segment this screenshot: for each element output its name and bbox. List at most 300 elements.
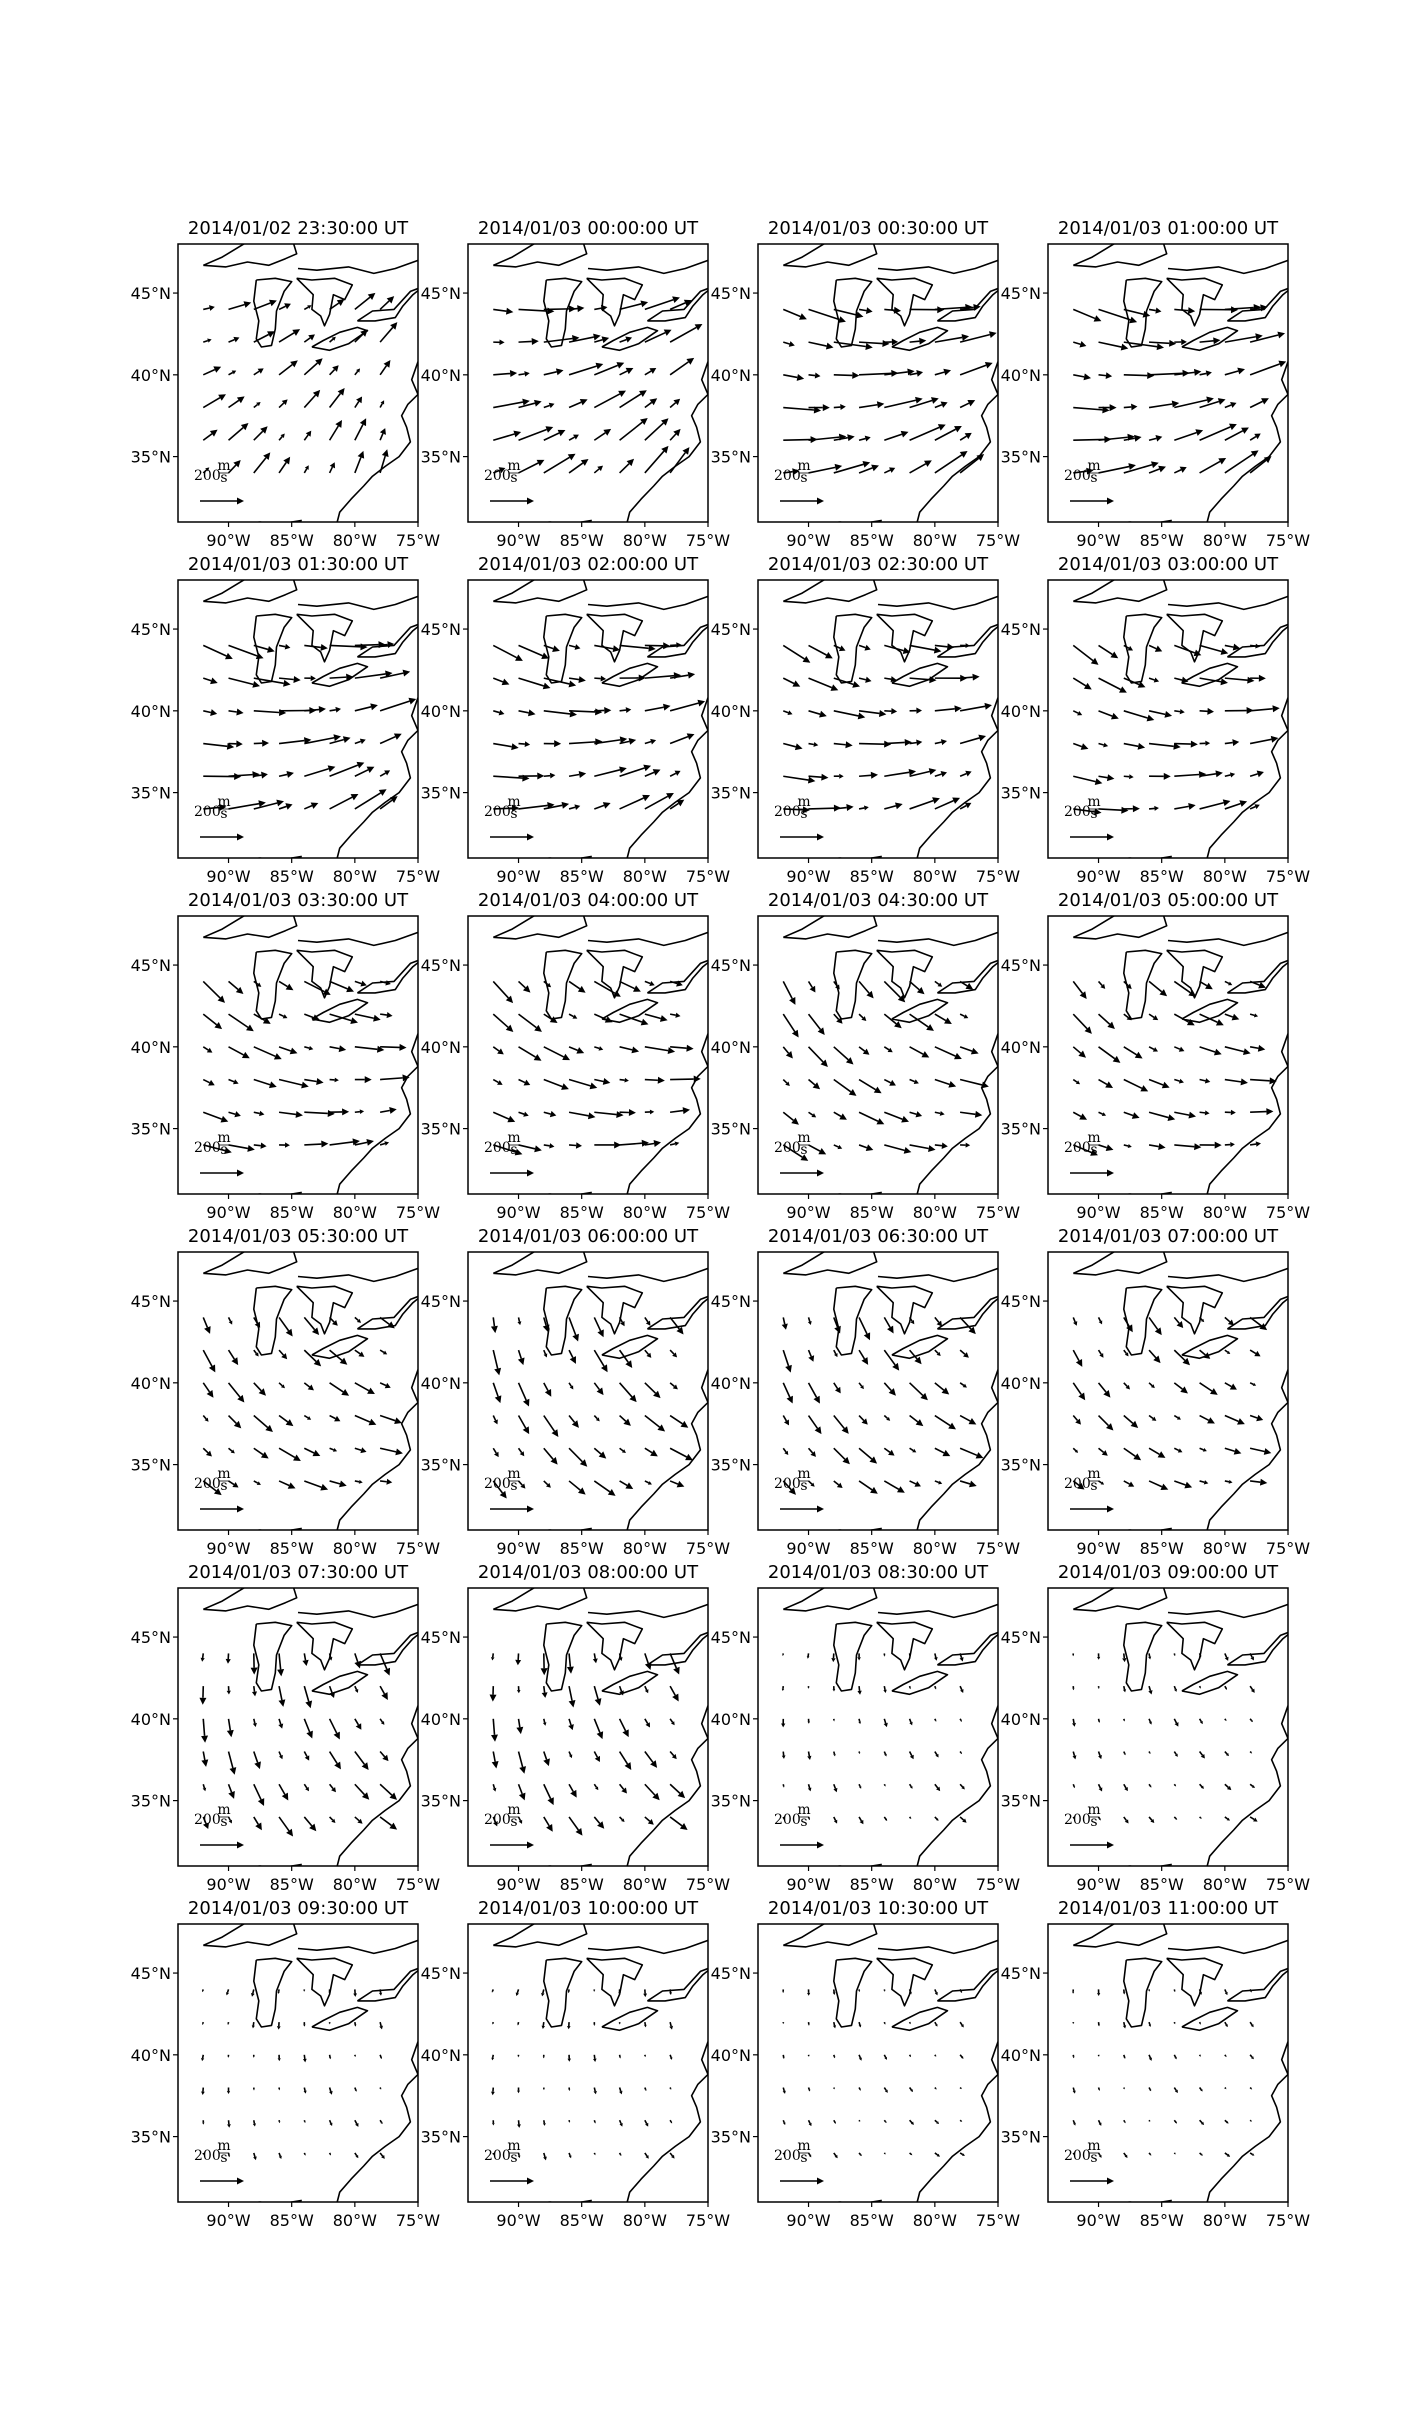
map-panel [131,1898,441,2230]
wind-vector [1225,707,1254,714]
wind-vector [278,1989,280,1994]
wind-vector [1250,361,1286,375]
wind-vector [279,1047,297,1054]
y-tick-label: 45°N [130,284,171,304]
wind-vector [380,698,416,711]
wind-vector [304,1448,320,1456]
scale-label: 200 [774,1476,801,1492]
wind-vector [884,645,910,654]
wind-vector [935,771,947,777]
scale-key [194,794,244,841]
wind-vector [278,1686,285,1707]
wind-vector [1148,1653,1151,1659]
wind-vector [935,1416,956,1430]
svg-text:m: m [797,2138,811,2154]
coastline [627,698,708,858]
wind-vector [1098,2022,1100,2026]
wind-vector [304,1317,319,1335]
wind-vector [594,1383,603,1395]
wind-vector [1073,1112,1087,1120]
wind-vector [884,1989,885,1991]
wind-vector [1200,1480,1209,1484]
wind-vector [330,1045,347,1052]
wind-vector [910,708,922,714]
svg-text:m: m [1087,1130,1101,1146]
wind-vector [593,2088,596,2095]
wind-vector [935,1142,948,1148]
coastline [254,1958,292,2027]
scale-label: 200 [1064,1476,1091,1492]
wind-vector [1098,2088,1100,2091]
wind-vector [380,733,402,743]
wind-vector [859,806,869,811]
wind-vector [304,1350,321,1366]
wind-vector [1124,2153,1128,2158]
wind-vector [544,1817,553,1832]
wind-vector [544,1350,548,1357]
wind-vector [783,1014,798,1037]
x-tick-label: 85°W [849,867,894,886]
y-tick-label: 40°N [710,1373,751,1393]
wind-vector [279,2120,280,2123]
scale-arrow [490,1170,534,1177]
wind-vector [1149,2088,1151,2092]
x-tick-label: 90°W [1076,867,1121,886]
wind-vector [1124,645,1133,650]
wind-vector [1250,644,1260,649]
wind-vector [620,1078,629,1083]
y-tick-label: 45°N [710,956,751,976]
scale-label: 200 [1064,804,1091,820]
wind-vector [1149,435,1162,442]
wind-vector [1174,1719,1178,1727]
wind-vector [304,1416,311,1420]
coastline [877,1286,933,1334]
coastline [937,1295,1003,1329]
scale-label: 200 [484,2148,511,2164]
coastline [878,1268,998,1281]
wind-vector [960,1014,968,1018]
y-tick-label: 40°N [420,2045,461,2065]
wind-vector [330,1719,340,1740]
y-tick-label: 40°N [130,1037,171,1057]
coastline [602,2007,658,2030]
wind-vector [620,765,651,777]
wind-vector [201,2055,204,2061]
wind-vector [519,1047,542,1061]
wind-vector [960,1448,983,1458]
wind-vector [355,739,366,744]
wind-vector [1250,2120,1252,2121]
wind-vector [1250,2153,1254,2156]
wind-vector [355,2055,356,2057]
wind-vector [567,2022,571,2029]
wind-vector [304,334,315,342]
scale-label: 200 [484,468,511,484]
y-tick-label: 45°N [710,1964,751,1984]
wind-vector [254,1383,266,1396]
wind-vector [492,2022,493,2024]
y-tick-label: 45°N [130,956,171,976]
coastline [834,950,872,1019]
wind-vector [620,1014,649,1025]
wind-vector [594,391,626,408]
wind-vector [809,1383,820,1404]
wind-vector [1149,806,1159,811]
wind-vector [670,2153,674,2159]
map-area [1073,567,1293,861]
coastline [937,1967,1003,2001]
wind-vector [1250,1448,1271,1455]
wind-vector [1200,1014,1224,1025]
wind-vector [1225,1817,1230,1821]
wind-vector [883,1686,886,1693]
svg-text:m: m [797,1130,811,1146]
coastline [337,2042,418,2202]
wind-vector [807,1752,811,1760]
wind-vector [518,1350,525,1365]
x-tick-label: 85°W [849,2211,894,2230]
wind-vector [910,1111,923,1117]
panel-title: 2014/01/03 06:00:00 UT [477,1226,699,1247]
wind-vector [203,1317,210,1333]
wind-vector [380,400,384,407]
coastline [1227,1631,1293,1665]
wind-vector [834,2055,836,2058]
x-tick-label: 80°W [332,2211,377,2230]
wind-vector [910,1448,917,1452]
wind-vector [1099,1047,1121,1063]
wind-vector [1149,1317,1162,1335]
wind-vector [834,1047,854,1065]
wind-vector [1200,708,1214,715]
wind-vector [834,1014,843,1024]
wind-vector [1124,1112,1140,1119]
y-tick-label: 35°N [420,1119,461,1139]
y-tick-label: 45°N [420,620,461,640]
svg-text:m: m [217,1802,231,1818]
wind-vector [380,296,394,309]
coastline [1207,1706,1288,1866]
wind-vector [519,400,542,408]
wind-vector [1073,1014,1092,1034]
wind-vector [834,1481,843,1488]
wind-vector [515,1653,521,1665]
y-tick-label: 40°N [130,1373,171,1393]
wind-vector [1200,1817,1202,1819]
wind-vector [910,1817,912,1819]
wind-vector [1099,1112,1107,1116]
y-tick-label: 45°N [420,956,461,976]
wind-vector [910,1784,913,1789]
wind-vector [833,1719,834,1722]
y-tick-label: 40°N [130,701,171,721]
wind-vector [643,1989,647,1997]
wind-vector [279,457,290,473]
wind-vector [1250,1752,1252,1754]
wind-vector [960,2153,965,2156]
wind-vector [1225,1317,1234,1325]
wind-vector [226,1989,229,1995]
wind-vector [568,1719,574,1730]
wind-vector [1250,1719,1253,1722]
x-tick-label: 85°W [559,2211,604,2230]
wind-vector [808,1350,814,1362]
wind-vector [519,338,539,345]
scale-key [1064,794,1114,841]
wind-vector [960,400,975,407]
wind-vector [1174,1416,1181,1420]
coastline [1182,663,1238,686]
wind-vector [645,1448,658,1456]
panel-title: 2014/01/03 00:30:00 UT [767,218,989,239]
coastline [1167,1622,1223,1670]
wind-vector [1174,1448,1182,1452]
wind-vector [809,742,819,747]
coastline [544,1958,582,2027]
wind-vector [543,1752,550,1767]
wind-vector [543,2153,547,2160]
wind-vector [1200,2153,1203,2156]
wind-vector [254,368,264,374]
wind-vector [544,1383,551,1397]
y-tick-label: 40°N [710,1709,751,1729]
wind-vector [1123,1686,1126,1692]
y-tick-label: 45°N [1000,1964,1041,1984]
wind-vector [935,451,968,473]
coastline [917,1370,998,1530]
coastline [826,520,882,525]
wind-vector [279,1383,285,1388]
wind-vector [1174,1989,1175,1992]
wind-vector [279,771,294,778]
svg-text:s: s [220,1814,228,1830]
wind-vector [304,802,318,808]
x-tick-label: 85°W [849,531,894,550]
scale-key [194,1466,244,1513]
wind-vector [884,1112,909,1122]
wind-vector [227,2120,231,2127]
wind-vector [809,2120,812,2126]
wind-vector [203,981,225,1002]
y-tick-label: 35°N [1000,783,1041,803]
y-tick-label: 35°N [710,1119,751,1139]
scale-label: 200 [484,1476,511,1492]
wind-vector [229,301,252,309]
wind-vector [859,1383,864,1389]
wind-vector [960,362,993,375]
panel-title: 2014/01/03 03:00:00 UT [1057,554,1279,575]
wind-vector [645,1686,649,1693]
wind-vector [202,2120,204,2124]
wind-vector [304,706,326,713]
wind-vector [1225,1142,1235,1147]
wind-vector [304,1784,309,1791]
svg-text:m: m [507,1802,521,1818]
wind-vector [569,1014,577,1019]
panel-title: 2014/01/03 09:00:00 UT [1057,1562,1279,1583]
wind-vector [594,1317,603,1337]
wind-vector [594,1817,604,1829]
coastline [826,856,882,861]
wind-vector [834,1817,837,1824]
wind-vector [355,1416,377,1426]
wind-vector [519,709,536,716]
wind-vector [670,1013,680,1018]
wind-vector [782,1317,788,1329]
svg-text:m: m [507,1466,521,1482]
x-tick-label: 75°W [395,1539,441,1558]
wind-vector [519,1080,531,1086]
wind-vector [1073,309,1101,321]
x-tick-label: 85°W [1139,1539,1184,1558]
wind-vector [1124,1719,1125,1722]
map-area [1073,231,1293,525]
x-tick-label: 80°W [622,1875,667,1894]
x-tick-label: 75°W [395,2211,441,2230]
wind-vector [910,1752,914,1760]
y-tick-label: 45°N [710,620,751,640]
scale-label: 200 [774,1140,801,1156]
scale-arrow [490,1506,534,1513]
scale-arrow [200,498,244,505]
svg-text:m: m [1087,794,1101,810]
wind-vector [380,1012,392,1018]
wind-vector [935,1317,942,1326]
map-panel [421,1898,731,2230]
wind-vector [960,2055,963,2059]
wind-vector [834,645,846,651]
scale-arrow [780,2178,824,2185]
wind-vector [279,434,285,441]
x-tick-label: 80°W [622,1539,667,1558]
y-tick-label: 40°N [420,1037,461,1057]
wind-vector [203,1112,228,1122]
wind-vector [203,366,221,374]
wind-vector [493,678,509,685]
wind-vector [620,1350,633,1368]
wind-vector [380,1107,397,1114]
wind-vector [859,645,871,651]
wind-vector [857,1653,861,1660]
wind-vector [910,338,927,345]
wind-vector [1149,307,1161,313]
scale-arrow [200,2178,244,2185]
coastline [937,1631,1003,1665]
wind-vector [669,2022,673,2029]
wind-vector [543,2055,545,2058]
panel-title: 2014/01/03 05:00:00 UT [1057,890,1279,911]
y-tick-label: 45°N [1000,1628,1041,1648]
scale-key [484,794,534,841]
wind-vector [809,678,839,691]
wind-vector [1200,306,1238,313]
x-tick-label: 80°W [332,1875,377,1894]
wind-vector [229,678,260,688]
coastline [878,1604,998,1617]
wind-vector [884,1145,911,1154]
wind-vector [254,1080,277,1089]
coastline [1168,260,1288,273]
coastline [1227,1295,1293,1329]
wind-vector [229,1383,245,1403]
wind-vector [884,1784,885,1786]
map-area [203,903,423,1197]
wind-vector [330,1317,338,1325]
wind-vector [355,1046,384,1053]
wind-vector [254,1416,273,1433]
map-area [1072,1575,1293,1869]
wind-vector [884,1719,888,1727]
wind-vector [304,644,328,651]
wind-vector [935,1719,936,1722]
x-tick-label: 80°W [622,2211,667,2230]
wind-vector [1250,456,1271,473]
y-tick-label: 35°N [130,1119,171,1139]
svg-text:s: s [800,2150,808,2166]
wind-vector [884,708,897,714]
wind-vector [491,1653,495,1660]
wind-vector [517,2022,519,2025]
scale-key [1064,1466,1114,1513]
wind-vector [1225,1383,1237,1390]
wind-vector [910,2055,911,2057]
wind-vector [229,371,237,375]
wind-vector [355,2120,359,2127]
wind-vector [279,303,291,309]
wind-vector [960,735,986,744]
wind-vector [1124,1817,1129,1824]
wind-vector [1174,1383,1188,1394]
wind-vector [1174,467,1186,473]
wind-vector [1200,2022,1201,2025]
wind-vector [519,1784,526,1800]
x-tick-label: 75°W [1265,2211,1311,2230]
wind-vector [379,2022,383,2029]
svg-text:m: m [797,1466,811,1482]
wind-vector [620,1448,626,1453]
scale-arrow [780,1506,824,1513]
coastline [892,2007,948,2030]
wind-vector [330,794,359,809]
wind-vector [229,1350,239,1365]
wind-vector [645,1077,665,1084]
coastline [588,260,708,273]
wind-vector [1098,2055,1099,2057]
wind-vector [859,1047,869,1055]
wind-vector [884,1481,905,1493]
wind-vector [380,322,397,342]
wind-vector [278,1719,283,1729]
wind-vector [228,2055,229,2058]
wind-vector [279,644,290,650]
wind-vector [594,981,621,996]
coastline [246,1528,302,1533]
map-area [781,1575,1003,1869]
y-tick-label: 45°N [420,1292,461,1312]
wind-vector [960,1350,969,1358]
coastline [1207,698,1288,858]
x-tick-label: 85°W [1139,1203,1184,1222]
scale-key [484,1802,534,1849]
wind-vector [380,2153,385,2159]
wind-vector [1124,1448,1141,1460]
coastline [312,1671,368,1694]
panel-title: 2014/01/03 01:00:00 UT [1057,218,1279,239]
wind-vector [859,677,871,683]
wind-vector [329,2055,331,2059]
wind-vector [1250,1108,1273,1115]
